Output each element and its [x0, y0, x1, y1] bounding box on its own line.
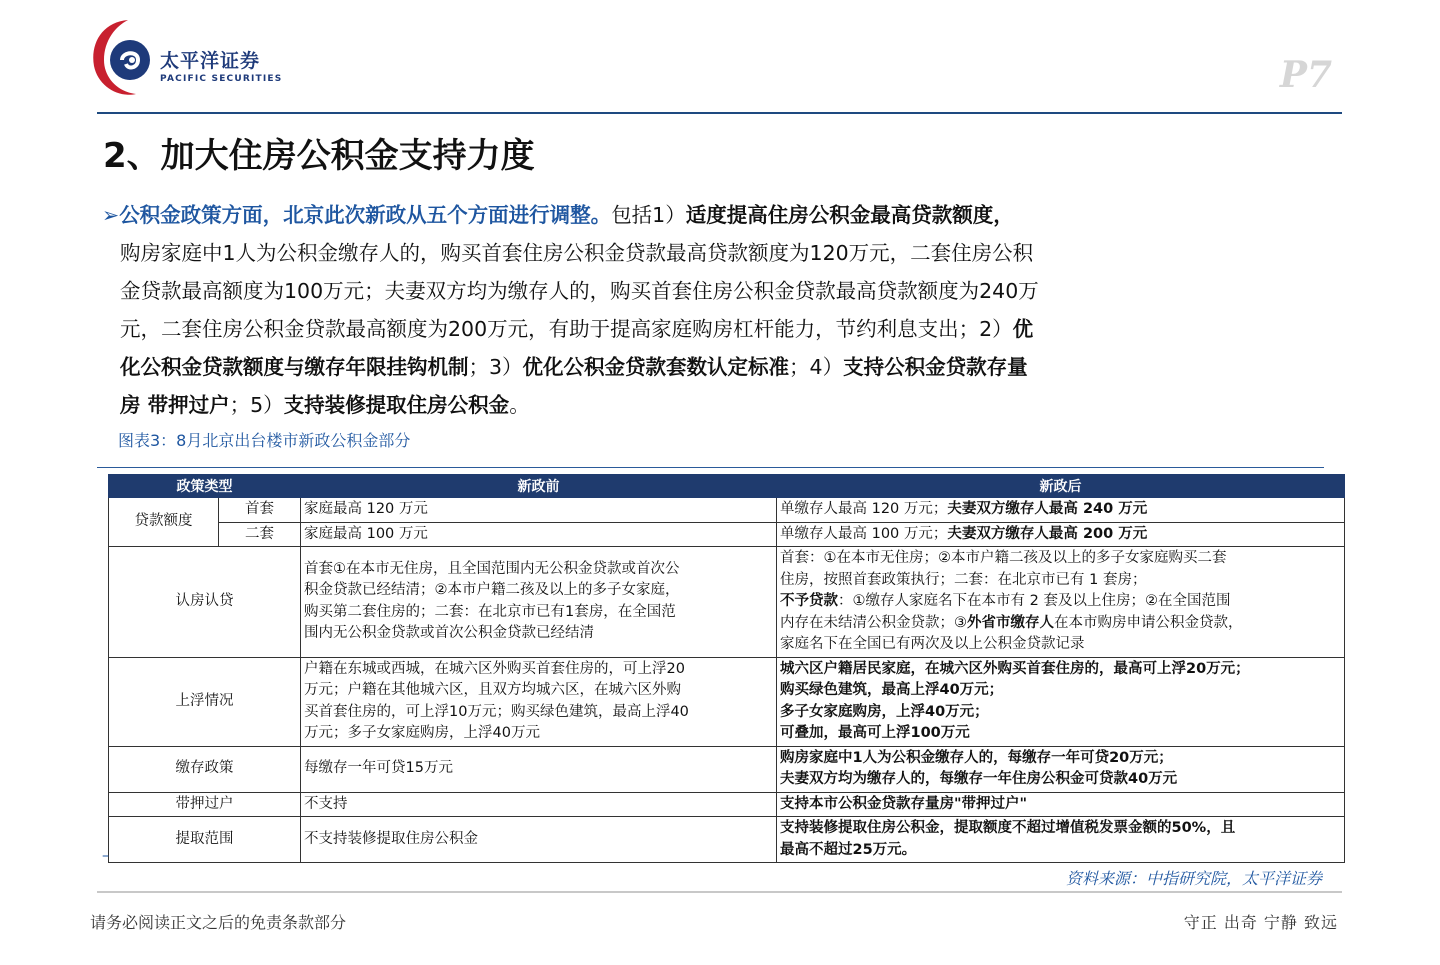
row-label-loan: 贷款额度: [109, 498, 219, 547]
paragraph-emphasis: 优: [1012, 317, 1034, 341]
footer-motto: 守正 出奇 宁静 致远: [1183, 913, 1338, 932]
cell-line: 支持装修提取住房公积金，提取额度不超过增值税发票金额的50%，且: [780, 820, 1236, 836]
cell-line: [780, 613, 1341, 635]
bullet-arrow-icon: ➢: [102, 203, 120, 227]
table-row: [109, 817, 1345, 863]
paragraph-emphasis: 化公积金贷款额度与缴存年限挂钩机制: [120, 355, 469, 379]
paragraph-line-2: [102, 234, 1350, 272]
cell-line: 可叠加，最高可上浮100万元: [780, 725, 970, 741]
body-paragraph: [102, 196, 1350, 424]
paragraph-line-4: [102, 310, 1350, 348]
paragraph-emphasis: 优化公积金贷款套数认定标准: [522, 355, 790, 379]
paragraph-line-1: [102, 196, 1350, 234]
row-label-withdraw: 提取范围: [109, 817, 301, 863]
cell-line: 万元；户籍在其他城六区，且双方均城六区，在城六区外购: [304, 682, 681, 698]
table-row: [109, 498, 1345, 523]
source-note: 资料来源：中指研究院，太平洋证券: [1065, 869, 1322, 888]
header-policy-type: 政策类型: [109, 475, 301, 498]
logo-mark-icon: [88, 14, 158, 104]
cell-mortgage-before: 不支持: [301, 792, 777, 817]
paragraph-text: 金贷款最高额度为100万元；夫妻双方均为缴存人的，购买首套住房公积金贷款最高贷款额度为240万: [120, 279, 1039, 303]
row-label-float: 上浮情况: [109, 657, 301, 746]
header-divider: [97, 112, 1342, 114]
cell-line: 万元；多子女家庭购房，上浮40万元: [304, 725, 540, 741]
cell-mortgage-after: 支持本市公积金贷款存量房"带押过户": [777, 792, 1345, 817]
cell-text: 单缴存人最高 120 万元；: [780, 501, 948, 517]
paragraph-emphasis: 适度提高住房公积金最高贷款额度，: [685, 203, 1014, 227]
table-row: [109, 547, 1345, 658]
cell-emphasis: 夫妻双方缴存人最高 200 万元: [947, 525, 1148, 542]
paragraph-text: ；3）: [468, 355, 523, 379]
paragraph-line-5: [102, 348, 1350, 386]
paragraph-text: 包括1）: [611, 203, 686, 227]
footer-disclaimer: 请务必阅读正文之后的免责条款部分: [90, 913, 347, 932]
cell-house-after: [777, 547, 1345, 658]
table-row: [109, 746, 1345, 792]
figure-caption: 图表3：8月北京出台楼市新政公积金部分: [118, 431, 411, 450]
cell-deposit-after: [777, 746, 1345, 792]
company-logo: [88, 14, 288, 104]
sub-label-second: 二套: [219, 522, 301, 547]
cell-line: 首套：①在本市无住房；②本市户籍二孩及以上的多子女家庭购买二套: [780, 550, 1227, 566]
section-title: 2、加大住房公积金支持力度: [103, 136, 535, 176]
cell-first-after: [777, 498, 1345, 523]
logo-chinese-name: 太平洋证券: [160, 50, 261, 72]
cell-line: 购房家庭中1人为公积金缴存人的，每缴存一年可贷20万元；: [780, 749, 1173, 766]
cell-withdraw-before: 不支持装修提取住房公积金: [301, 817, 777, 863]
cell-line: 围内无公积金贷款或首次公积金贷款已经结清: [304, 625, 594, 642]
table-row: [109, 657, 1345, 746]
logo-english-name: PACIFIC SECURITIES: [160, 74, 283, 84]
policy-table: [108, 474, 1345, 863]
cell-line: 户籍在东城或西城，在城六区外购买首套住房的，可上浮20: [304, 660, 685, 677]
cell-emphasis: 外省市缴存人: [967, 614, 1054, 631]
cell-line: 家庭名下在全国已有两次及以上公积金贷款记录: [780, 636, 1085, 652]
cell-line: [780, 591, 1341, 613]
paragraph-line-3: [102, 272, 1350, 310]
paragraph-line-6: [102, 386, 1350, 424]
cell-line: 多子女家庭购房，上浮40万元；: [780, 703, 989, 720]
cell-line: 城六区户籍居民家庭，在城六区外购买首套住房的，最高可上浮20万元；: [780, 660, 1250, 677]
paragraph-text: ；5）: [229, 393, 284, 417]
cell-first-before: 家庭最高 120 万元: [301, 498, 777, 523]
cell-float-before: [301, 657, 777, 746]
paragraph-text: ；4）: [789, 355, 844, 379]
row-label-mortgage: 带押过户: [109, 792, 301, 817]
paragraph-text: 购房家庭中1人为公积金缴存人的，购买首套住房公积金贷款最高贷款额度为120万元，二套住房公积: [120, 241, 1034, 265]
header-before: 新政前: [301, 475, 777, 498]
paragraph-emphasis: 房 带押过户: [120, 393, 230, 417]
header-after: 新政后: [777, 475, 1345, 498]
row-label-deposit: 缴存政策: [109, 746, 301, 792]
cell-line: 购买绿色建筑，最高上浮40万元；: [780, 682, 1004, 698]
cell-line: 购买第二套住房的；二套：在北京市已有1套房，在全国范: [304, 603, 676, 620]
cell-text: 单缴存人最高 100 万元；: [780, 525, 948, 542]
paragraph-text: 元，二套住房公积金贷款最高额度为200万元，有助于提高家庭购房杠杆能力，节约利息支出；2）: [120, 317, 1013, 341]
cell-second-after: [777, 522, 1345, 547]
cell-line: 最高不超过25万元。: [780, 841, 917, 858]
cell-float-after: [777, 657, 1345, 746]
cell-text: 在本市购房申请公积金贷款，: [1054, 614, 1243, 631]
cell-house-before: [301, 547, 777, 658]
table-header-row: [109, 475, 1345, 498]
cell-withdraw-after: [777, 817, 1345, 863]
cell-line: 买首套住房的，可上浮10万元；购买绿色建筑，最高上浮40: [304, 703, 689, 720]
cell-deposit-before: 每缴存一年可贷15万元: [301, 746, 777, 792]
sub-label-first: 首套: [219, 498, 301, 523]
footer-divider: [97, 891, 1342, 893]
cell-second-before: 家庭最高 100 万元: [301, 522, 777, 547]
cell-line: 首套①在本市无住房，且全国范围内无公积金贷款或首次公: [304, 560, 680, 577]
cell-text: 内存在未结清公积金贷款；③: [780, 614, 967, 631]
cell-text: ：①缴存人家庭名下在本市有 2 套及以上住房；②在全国范围: [838, 593, 1231, 609]
paragraph-text: 。: [509, 393, 530, 417]
row-label-house: 认房认贷: [109, 547, 301, 658]
cell-line: 住房，按照首套政策执行；二套：在北京市已有 1 套房；: [780, 571, 1147, 588]
cell-emphasis: 不予贷款: [780, 593, 838, 609]
caption-divider: [97, 467, 1324, 468]
paragraph-lead: 公积金政策方面，北京此次新政从五个方面进行调整。: [119, 203, 612, 227]
paragraph-emphasis: 支持公积金贷款存量: [843, 355, 1028, 379]
paragraph-emphasis: 支持装修提取住房公积金: [283, 393, 510, 417]
decorative-dash: –: [102, 848, 109, 864]
page-number: P7: [1279, 54, 1332, 96]
cell-line: 夫妻双方均为缴存人的，每缴存一年住房公积金可贷款40万元: [780, 771, 1178, 787]
cell-emphasis: 夫妻双方缴存人最高 240 万元: [947, 501, 1148, 517]
table-row: [109, 522, 1345, 547]
table-row: [109, 792, 1345, 817]
cell-line: 积金贷款已经结清；②本市户籍二孩及以上的多子女家庭，: [304, 582, 680, 599]
